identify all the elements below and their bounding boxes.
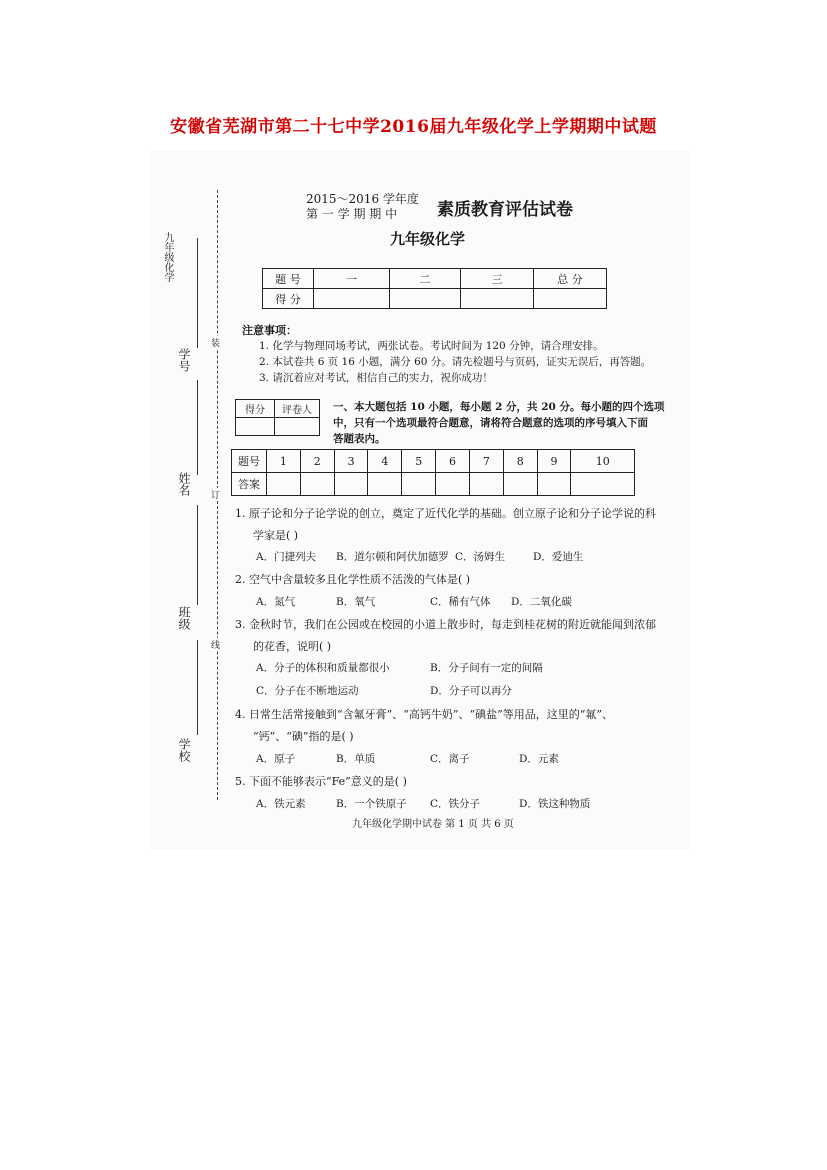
answer-cell — [436, 473, 470, 496]
question-4-stem: “钙”、“碘”指的是( ) — [253, 730, 354, 743]
margin-blank-line — [197, 640, 198, 735]
section1-instructions: 中，只有一个选项最符合题意，请将符合题意的选项的序号填入下面 — [333, 417, 648, 429]
answer-table-number: 1 — [267, 450, 301, 473]
grader-cell — [275, 418, 320, 436]
answer-cell — [267, 473, 301, 496]
question-3-option-b: B．分子间有一定的间隔 — [430, 662, 543, 674]
score-cell — [461, 289, 534, 309]
question-3-option-d: D．分子可以再分 — [430, 685, 512, 697]
document-title: 安徽省芜湖市第二十七中学2016届九年级化学上学期期中试题 — [170, 117, 657, 137]
note-item: 2. 本试卷共 6 页 16 小题，满分 60 分。请先检题号与页码，证实无误后，再答题。 — [259, 356, 652, 368]
answer-table-number: 3 — [334, 450, 368, 473]
school-year: 2015～2016 学年度 — [306, 192, 419, 206]
answer-cell — [334, 473, 368, 496]
section1-instructions: 答题表内。 — [333, 433, 386, 445]
answer-table-number: 2 — [300, 450, 334, 473]
question-4-option-d: D．元素 — [519, 753, 559, 765]
question-1-option-d: D．爱迪生 — [533, 551, 584, 563]
question-1-stem: 学家是( ) — [253, 529, 299, 542]
margin-field-name: 姓名 — [177, 472, 191, 496]
margin-blank-line — [197, 380, 198, 475]
margin-field-class: 班级 — [177, 606, 191, 630]
question-2-option-c: C．稀有气体 — [430, 596, 491, 608]
note-item: 1. 化学与物理同场考试，两张试卷。考试时间为 120 分钟，请合理安排。 — [259, 340, 604, 352]
note-item: 3. 请沉着应对考试，相信自己的实力，祝你成功！ — [259, 372, 493, 384]
question-4-option-c: C．离子 — [430, 753, 470, 765]
question-1-option-a: A．门捷列夫 — [256, 551, 317, 563]
score-table-header: 总 分 — [534, 269, 607, 289]
question-2-option-b: B．氧气 — [336, 596, 376, 608]
question-1-stem: 1. 原子论和分子论学说的创立，奠定了近代化学的基础。创立原子论和分子论学说的科 — [235, 507, 656, 520]
question-3-stem: 的花香，说明( ) — [253, 640, 332, 653]
question-2-option-a: A．氮气 — [256, 596, 296, 608]
question-3-option-a: A．分子的体积和质量都很小 — [256, 662, 390, 674]
question-3-stem: 3. 金秋时节，我们在公园或在校园的小道上散步时，每走到桂花树的附近就能闻到浓郁 — [235, 618, 656, 631]
answer-cell — [368, 473, 402, 496]
question-5-stem: 5. 下面不能够表示“Fe”意义的是( ) — [235, 775, 407, 788]
answer-cell — [300, 473, 334, 496]
answer-cell — [571, 473, 635, 496]
question-1-option-c: C．汤姆生 — [455, 551, 506, 563]
answer-cell — [537, 473, 571, 496]
question-2-option-d: D．二氧化碳 — [511, 596, 572, 608]
score-cell — [314, 289, 390, 309]
grader-name-label: 评卷人 — [275, 400, 320, 418]
score-table-header: 三 — [461, 269, 534, 289]
question-1-option-b: B．道尔顿和阿伏加德罗 — [336, 551, 449, 563]
answer-table — [231, 449, 635, 496]
score-table-header: 二 — [390, 269, 461, 289]
binding-mark-ding: 订 — [211, 488, 220, 501]
score-table-header: 题 号 — [263, 269, 314, 289]
question-4-stem: 4. 日常生活常接触到“含氟牙膏”、“高钙牛奶”、“碘盐”等用品，这里的“氟”、 — [235, 708, 613, 721]
answer-table-number: 9 — [537, 450, 571, 473]
scanned-exam-page — [150, 150, 690, 850]
subject-title: 九年级化学 — [390, 230, 466, 248]
answer-cell — [402, 473, 436, 496]
answer-table-number: 6 — [436, 450, 470, 473]
question-4-option-a: A．原子 — [256, 753, 296, 765]
answer-table-header: 题号 — [232, 450, 267, 473]
question-4-option-b: B．单质 — [336, 753, 376, 765]
section1-instructions: 一、本大题包括 10 小题，每小题 2 分，共 20 分。每小题的四个选项 — [333, 401, 665, 413]
answer-table-number: 7 — [469, 450, 503, 473]
margin-field-school: 学校 — [177, 738, 191, 762]
margin-subject-label: 九年级化学 — [162, 232, 173, 282]
answer-cell — [503, 473, 537, 496]
score-cell — [534, 289, 607, 309]
answer-cell — [469, 473, 503, 496]
answer-table-number: 10 — [571, 450, 635, 473]
answer-table-label: 答案 — [232, 473, 267, 496]
question-5-option-b: B．一个铁原子 — [336, 798, 407, 810]
margin-field-student-number: 学号 — [177, 348, 191, 372]
question-5-option-d: D．铁这种物质 — [519, 798, 591, 810]
score-table-label: 得 分 — [263, 289, 314, 309]
score-cell — [390, 289, 461, 309]
grader-box — [235, 399, 320, 436]
binding-mark-xian: 线 — [211, 638, 220, 651]
score-table-header: 一 — [314, 269, 390, 289]
grader-cell — [236, 418, 275, 436]
question-3-option-c: C．分子在不断地运动 — [256, 685, 359, 697]
score-table — [262, 268, 607, 309]
binding-mark-zhuang: 装 — [211, 336, 220, 349]
question-5-option-c: C．铁分子 — [430, 798, 481, 810]
margin-blank-line — [197, 505, 198, 605]
margin-blank-line — [197, 238, 198, 348]
term-label: 第 一 学 期 期 中 — [306, 207, 398, 221]
answer-table-number: 4 — [368, 450, 402, 473]
question-2-stem: 2. 空气中含量较多且化学性质不活泼的气体是( ) — [235, 573, 471, 586]
question-5-option-a: A．铁元素 — [256, 798, 306, 810]
page-footer: 九年级化学期中试卷 第 1 页 共 6 页 — [352, 819, 514, 830]
answer-table-number: 8 — [503, 450, 537, 473]
answer-table-number: 5 — [402, 450, 436, 473]
notes-heading: 注意事项： — [242, 324, 297, 337]
grader-score-label: 得分 — [236, 400, 275, 418]
exam-title: 素质教育评估试卷 — [437, 200, 573, 220]
